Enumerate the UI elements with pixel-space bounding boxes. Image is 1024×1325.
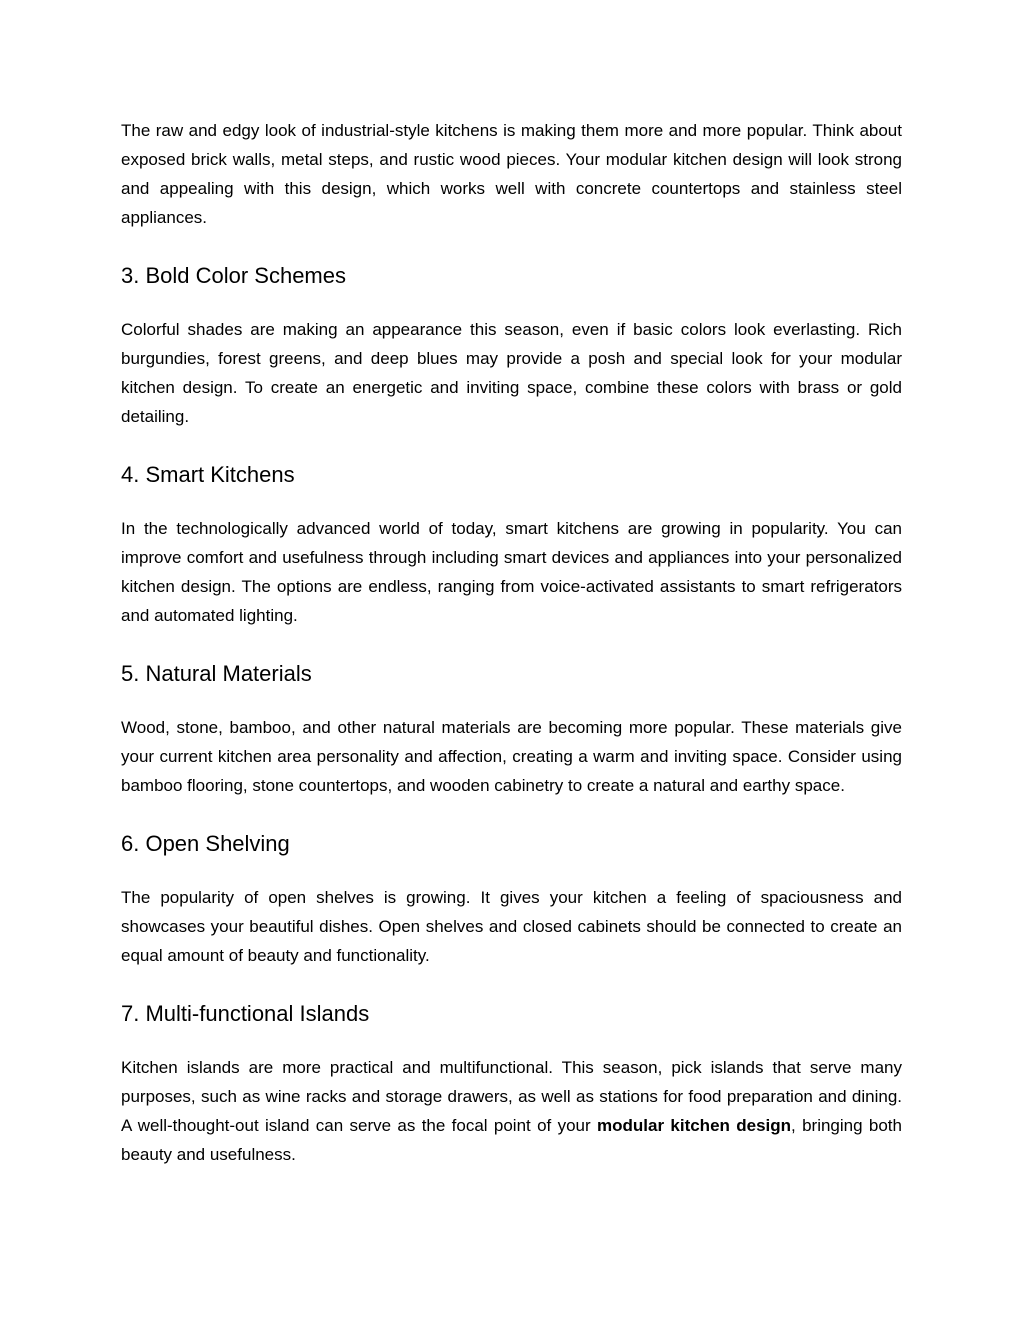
paragraph-text-after: , bringing both beauty and usefulness. — [121, 1116, 902, 1164]
section-heading-natural-materials: 5. Natural Materials — [121, 661, 312, 686]
section-paragraph-multi-functional-islands — [121, 1053, 902, 1169]
document-page — [121, 116, 902, 1169]
section-paragraph-bold-color-schemes: Colorful shades are making an appearance this season, even if basic colors look everlasting. Rich burgundies, forest greens, and deep blues may provide a posh and special look for your modular kitchen design. To create an energetic and inviting space, combine these colors with brass or gold detailing. — [121, 320, 902, 426]
intro-paragraph: The raw and edgy look of industrial-style kitchens is making them more and more popular. Think about exposed brick walls, metal steps, and rustic wood pieces. Your modular kitchen design will look strong and appealing with this design, which works well with concrete countertops and stainless steel appliances. — [121, 121, 902, 227]
paragraph-text-before: Kitchen islands are more practical and multifunctional. This season, pick islands that serve many purposes, such as wine racks and storage drawers, as well as stations for food preparation and dining. A well-thought-out island can serve as the focal point of your — [121, 1058, 902, 1135]
section-heading-bold-color-schemes: 3. Bold Color Schemes — [121, 263, 346, 288]
section-paragraph-smart-kitchens: In the technologically advanced world of today, smart kitchens are growing in popularity. You can improve comfort and usefulness through including smart devices and appliances into your personalized kitchen design. The options are endless, ranging from voice-activated assistants to smart refrigerators and automated lighting. — [121, 519, 902, 625]
section-heading-smart-kitchens: 4. Smart Kitchens — [121, 462, 295, 487]
section-heading-multi-functional-islands: 7. Multi-functional Islands — [121, 1001, 370, 1026]
section-paragraph-open-shelving: The popularity of open shelves is growing. It gives your kitchen a feeling of spaciousness and showcases your beautiful dishes. Open shelves and closed cabinets should be connected to create an equal amount of beauty and functionality. — [121, 888, 902, 965]
section-heading-open-shelving: 6. Open Shelving — [121, 831, 290, 856]
section-paragraph-natural-materials: Wood, stone, bamboo, and other natural materials are becoming more popular. These materials give your current kitchen area personality and affection, creating a warm and inviting space. Consider using bamboo flooring, stone countertops, and wooden cabinetry to create a natural and earthy space. — [121, 718, 902, 795]
bold-keyword-modular-kitchen-design: modular kitchen design — [597, 1116, 792, 1135]
